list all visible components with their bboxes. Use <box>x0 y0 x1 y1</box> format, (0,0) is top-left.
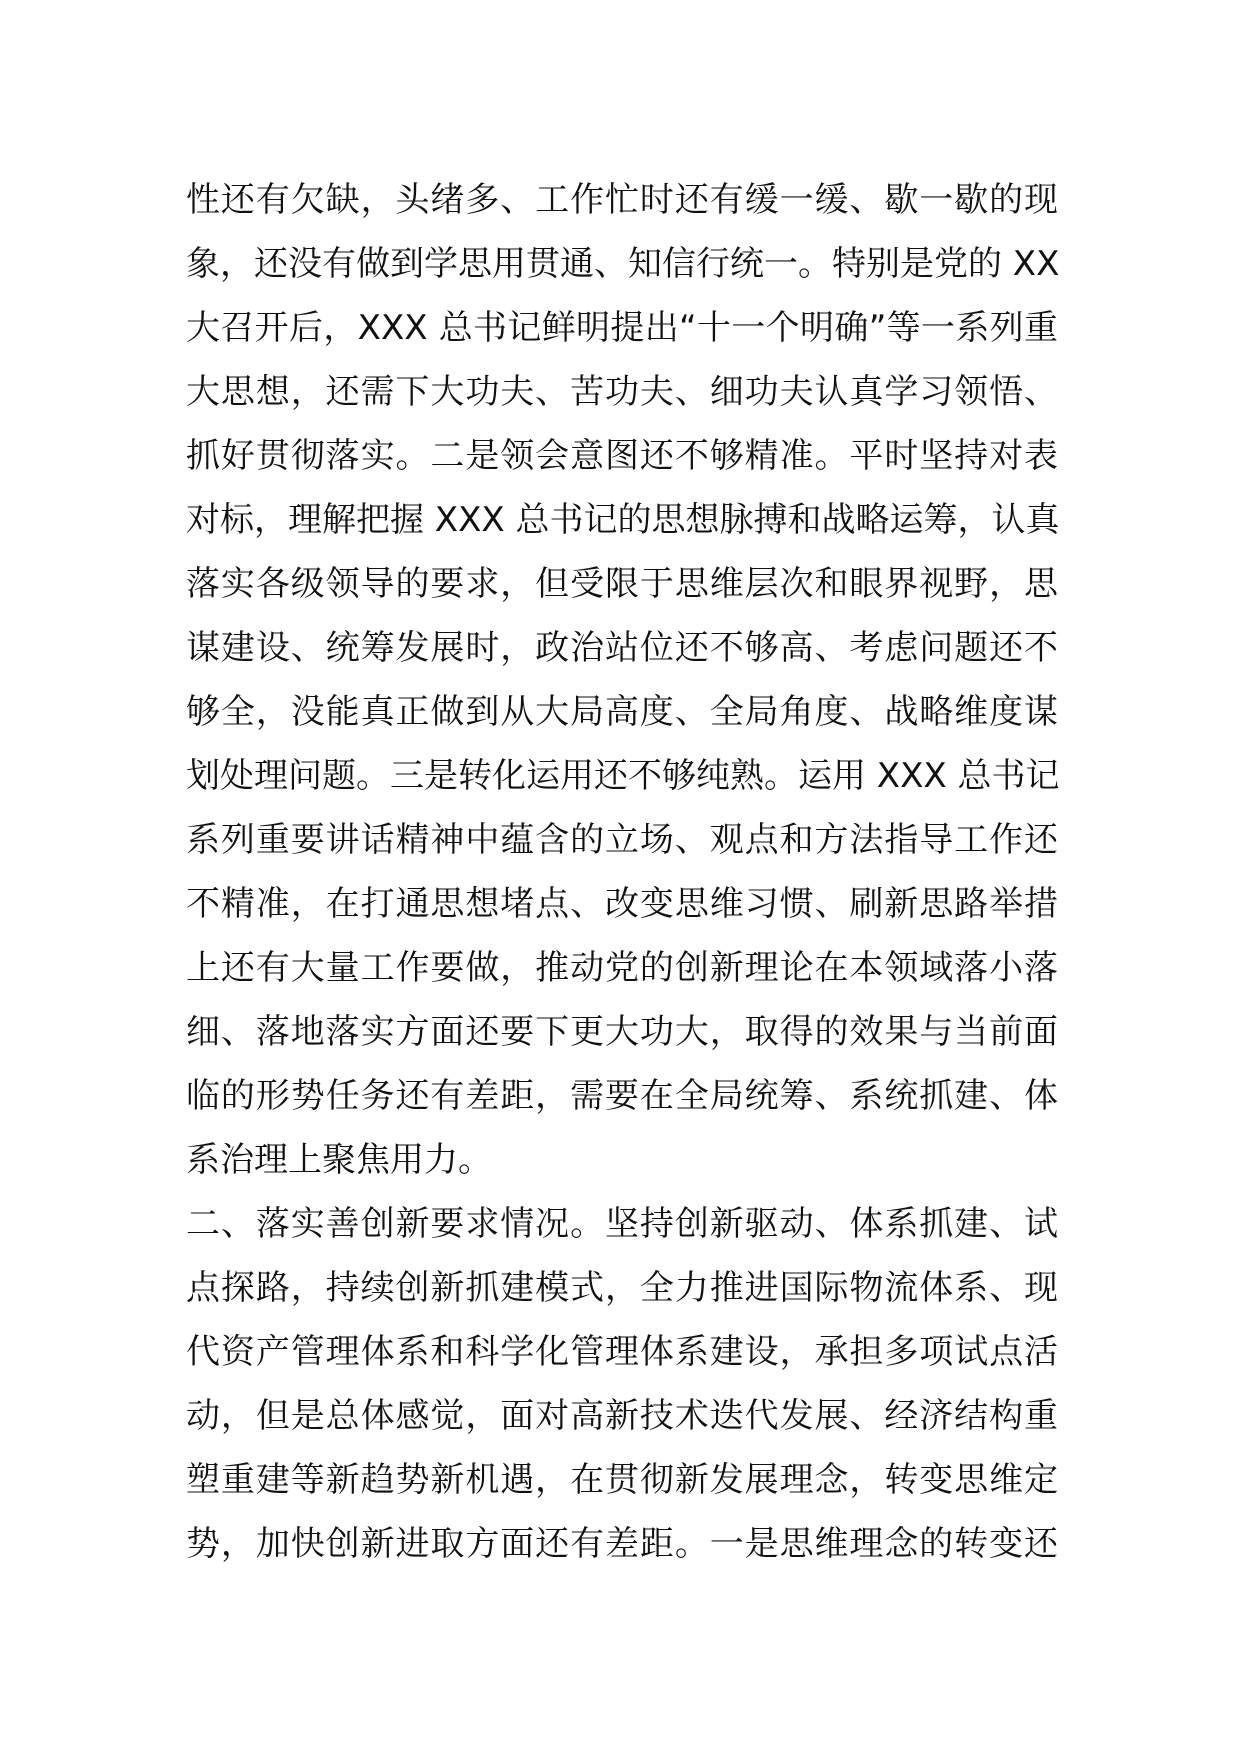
text-line: 势，加快创新进取方面还有差距。一是思维理念的转变还 <box>186 1524 1058 1564</box>
text-line: 临的形势任务还有差距，需要在全局统筹、系统抓建、体 <box>186 1076 1058 1116</box>
text-line: 象，还没有做到学思用贯通、知信行统一。特别是党的 XX <box>186 244 1060 284</box>
text-line: 大思想，还需下大功夫、苦功夫、细功夫认真学习领悟、 <box>186 372 1058 412</box>
text-line: 上还有大量工作要做，推动党的创新理论在本领域落小落 <box>186 948 1058 988</box>
text-line: 动，但是总体感觉，面对高新技术迭代发展、经济结构重 <box>186 1396 1058 1436</box>
text-line: 抓好贯彻落实。二是领会意图还不够精准。平时坚持对表 <box>186 436 1058 476</box>
text-line: 系列重要讲话精神中蕴含的立场、观点和方法指导工作还 <box>186 820 1058 860</box>
text-line: 点探路，持续创新抓建模式，全力推进国际物流体系、现 <box>186 1268 1058 1308</box>
text-line: 系治理上聚焦用力。 <box>186 1140 492 1180</box>
text-line: 性还有欠缺，头绪多、工作忙时还有缓一缓、歇一歇的现 <box>186 180 1058 220</box>
text-line: 划处理问题。三是转化运用还不够纯熟。运用 XXX 总书记 <box>186 756 1060 796</box>
text-line: 大召开后，XXX 总书记鲜明提出“十一个明确”等一系列重 <box>186 308 1058 348</box>
text-line: 细、落地落实方面还要下更大功大，取得的效果与当前面 <box>186 1012 1058 1052</box>
text-line: 谋建设、统筹发展时，政治站位还不够高、考虑问题还不 <box>186 628 1058 668</box>
text-line: 对标，理解把握 XXX 总书记的思想脉搏和战略运筹，认真 <box>186 500 1060 540</box>
text-line: 代资产管理体系和科学化管理体系建设，承担多项试点活 <box>186 1332 1058 1372</box>
text-line: 塑重建等新趋势新机遇，在贯彻新发展理念，转变思维定 <box>186 1460 1058 1500</box>
text-line: 落实各级领导的要求，但受限于思维层次和眼界视野，思 <box>186 564 1058 604</box>
text-line: 二、落实善创新要求情况。坚持创新驱动、体系抓建、试 <box>186 1204 1058 1244</box>
text-line: 不精准，在打通思想堵点、改变思维习惯、刷新思路举措 <box>186 884 1058 924</box>
body-text <box>186 168 1058 1576</box>
text-line: 够全，没能真正做到从大局高度、全局角度、战略维度谋 <box>186 692 1058 732</box>
